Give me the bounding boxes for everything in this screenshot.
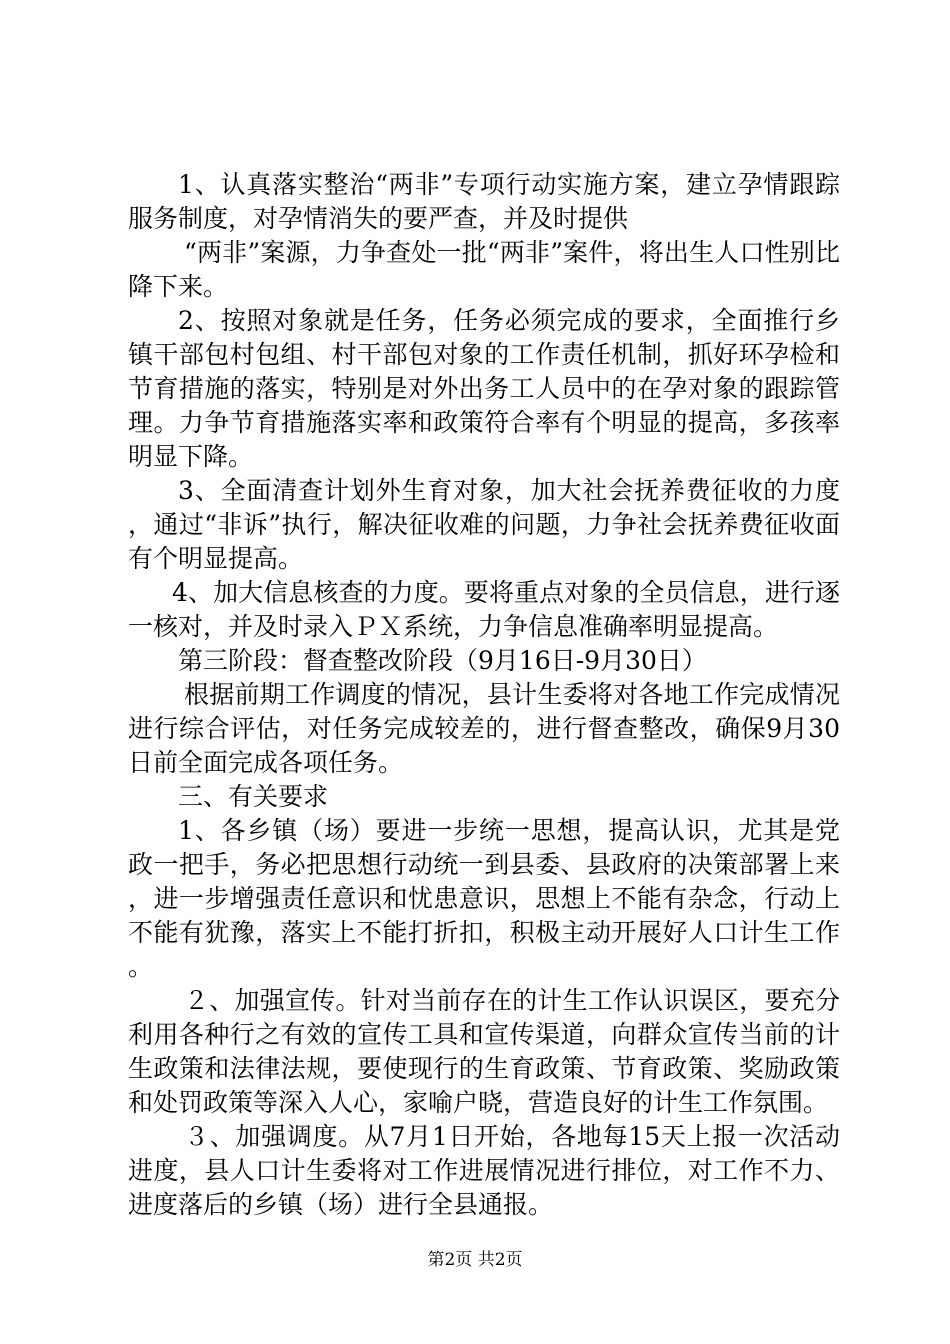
paragraph-item-2: 2、按照对象就是任务，任务必须完成的要求，全面推行乡镇干部包村包组、村干部包对象的工作责任机制，抓好环孕检和节育措施的落实，特别是对外出务工人员中的在孕对象的跟踪管理。力争节育措施落实率和政策符合率有个明显的提高，多孩率明显下降。 [128, 306, 840, 471]
paragraph-requirement-2: ２、加强宣传。针对当前存在的计生工作认识误区，要充分利用各种行之有效的宣传工具和宣传渠道，向群众宣传当前的计生政策和法律法规，要使现行的生育政策、节育政策、奖励政策和处罚政策等深入人心，家喻户晓，营造良好的计生工作氛围。 [128, 986, 840, 1117]
page-number-footer: 第2页 共2页 [427, 1250, 523, 1270]
section-heading-phase-three: 第三阶段：督查整改阶段（9月16日-9月30日） [178, 646, 707, 675]
paragraph-requirement-3: ３、加强调度。从7月1日开始，各地每15天上报一次活动进度，县人口计生委将对工作进展情况进行排位，对工作不力、进度落后的乡镇（场）进行全县通报。 [128, 1122, 840, 1219]
paragraph-item-4: 4、加大信息核查的力度。要将重点对象的全员信息，进行逐一核对，并及时录入ＰＸ系统，力争信息准确率明显提高。 [128, 578, 840, 641]
paragraph-item-1-continued: “两非”案源，力争查处一批“两非”案件，将出生人口性别比降下来。 [128, 238, 840, 301]
document-body [128, 168, 840, 1222]
paragraph-phase-three: 根据前期工作调度的情况，县计生委将对各地工作完成情况进行综合评估，对任务完成较差的，进行督查整改，确保9月30日前全面完成各项任务。 [128, 680, 840, 777]
paragraph-requirement-1: 1、各乡镇（场）要进一步统一思想，提高认识，尤其是党政一把手，务必把思想行动统一到县委、县政府的决策部署上来，进一步增强责任意识和忧患意识，思想上不能有杂念，行动上不能有犹豫，落实上不能打折扣，积极主动开展好人口计生工作。 [128, 816, 840, 981]
paragraph-item-3: 3、全面清查计划外生育对象，加大社会抚养费征收的力度，通过“非诉”执行，解决征收难的问题，力争社会抚养费征收面有个明显提高。 [128, 476, 840, 573]
section-heading-requirements: 三、有关要求 [178, 782, 329, 811]
paragraph-item-1: 1、认真落实整治“两非”专项行动实施方案，建立孕情跟踪服务制度，对孕情消失的要严查，并及时提供 [128, 170, 840, 233]
